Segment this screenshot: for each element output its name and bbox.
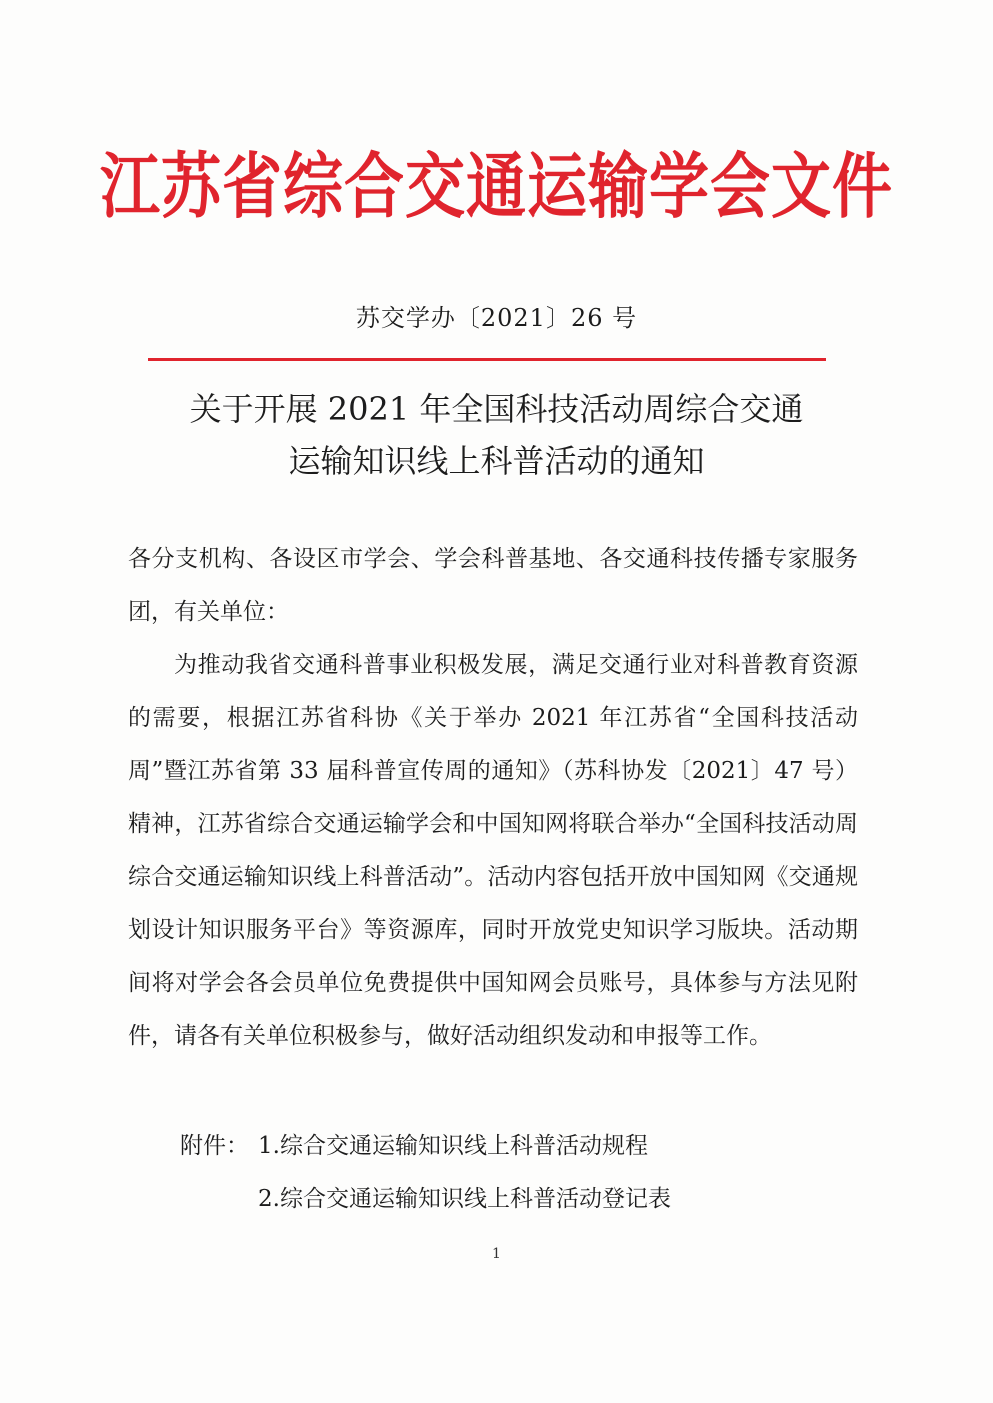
page-number: 1 <box>492 1246 501 1262</box>
issuing-organization-header: 江苏省综合交通运输学会文件 <box>100 145 893 229</box>
title-line-1: 关于开展 2021 年全国科技活动周综合交通 <box>189 390 804 428</box>
document-number: 苏交学办〔2021〕26 号 <box>355 304 638 332</box>
document-body <box>128 533 858 1063</box>
attachments-list <box>180 1120 671 1226</box>
attachment-item <box>180 1173 671 1226</box>
body-paragraph: 为推动我省交通科普事业积极发展，满足交通行业对科普教育资源的需要，根据江苏省科协《关于举办 2021 年江苏省“全国科技活动周”暨江苏省第 33 届科普宣传周的通知》（苏科协发〔2021〕47 号）精神，江苏省综合交通运输学会和中国知网将联合举办“全国科技活动周综合交通运输知识线上科普活动”。活动内容包括开放中国知网《交通规划设计知识服务平台》等资源库，同时开放党史知识学习版块。活动期间将对学会各会员单位免费提供中国知网会员账号，具体参与方法见附件，请各有关单位积极参与，做好活动组织发动和申报等工作。 <box>128 652 858 1049</box>
attachment-item-2: 2.综合交通运输知识线上科普活动登记表 <box>258 1186 671 1212</box>
title-line-2: 运输知识线上科普活动的通知 <box>288 442 705 480</box>
attachment-item-1: 1.综合交通运输知识线上科普活动规程 <box>258 1133 648 1159</box>
attachment-item <box>180 1120 671 1173</box>
document-title <box>0 383 993 487</box>
red-divider-line <box>148 358 826 361</box>
salutation: 各分支机构、各设区市学会、学会科普基地、各交通科技传播专家服务团，有关单位： <box>128 546 858 625</box>
attachments-label: 附件： <box>180 1133 249 1159</box>
